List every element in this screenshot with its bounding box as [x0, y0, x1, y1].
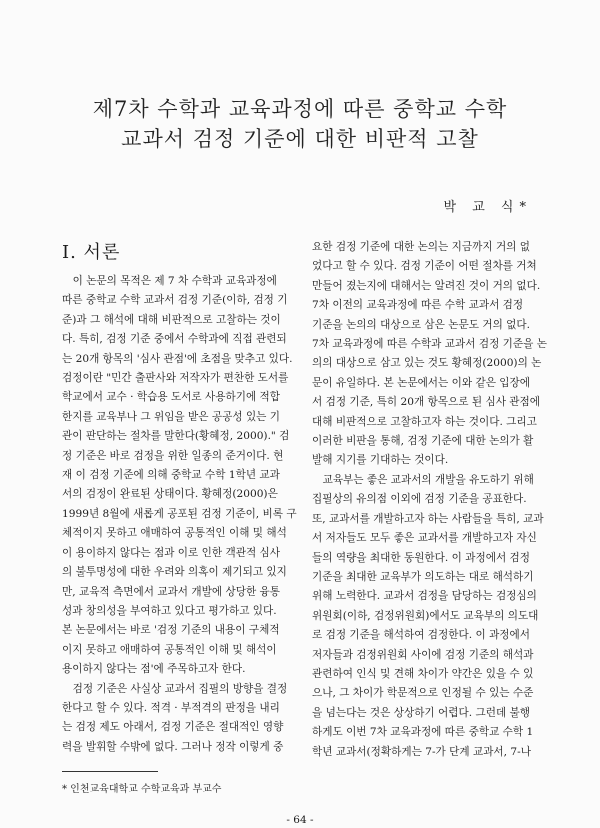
text-line: 들의 역량을 최대한 동원한다. 이 과정에서 검정	[312, 551, 531, 564]
text-line: 는 20개 항목의 '심사 관점'에 초점을 맞추고 있다.	[62, 352, 293, 365]
footnote: * 인천교육대학교 수학교육과 부교수	[62, 784, 222, 795]
text-line: 준)과 그 해석에 대해 비판적으로 고찰하는 것이	[62, 313, 281, 326]
text-line: 문이 유일하다. 본 논문에서는 이와 같은 입장에	[312, 376, 531, 389]
text-line: 이 논문의 목적은 제 7 차 수학과 교육과정에	[62, 275, 277, 287]
left-column-text	[62, 272, 298, 757]
text-line: 는 검정 제도 아래서, 검정 기준은 절대적인 영향	[62, 721, 284, 734]
text-line: 따른 중학교 수학 교과서 검정 기준(이하, 검정 기	[62, 294, 288, 307]
text-line: 만들어 졌는지에 대해서는 알려진 것이 거의 없다.	[312, 279, 541, 292]
text-line: 의 불투명성에 대한 우려와 의혹이 제기되고 있지	[62, 566, 287, 579]
text-line: 다. 특히, 검정 기준 중에서 수학과에 직접 관련되	[62, 333, 287, 346]
text-line: 체적이지 못하고 애매하여 공통적인 이해 및 해석	[62, 527, 287, 540]
right-column-text	[312, 238, 548, 762]
text-line: 위원회(이하, 검정위원회)에서도 교육부의 의도대	[312, 609, 539, 622]
text-line: 재 이 검정 기준에 의해 중학교 수학 1학년 교과	[62, 469, 280, 482]
text-line: 발해 지기를 기대하는 것이다.	[312, 454, 449, 467]
text-line: 정 기준은 바로 검정을 위한 일종의 준거이다. 현	[62, 449, 284, 462]
text-line: 성과 창의성을 부여하고 있다고 평가하고 있다.	[62, 604, 277, 617]
text-line: 본 논문에서는 바로 '검정 기준의 내용이 구체적	[62, 624, 280, 637]
text-line: 하게도 이번 7차 교육과정에 따른 중학교 수학 1	[312, 726, 534, 739]
text-line: 었다고 할 수 있다. 검정 기준이 어떤 절차를 거쳐	[312, 260, 537, 273]
text-line: 이지 못하고 애매하여 공통적인 이해 및 해석이	[62, 643, 277, 656]
text-line: 으나, 그 차이가 학문적으로 인정될 수 있는 수준	[312, 687, 534, 700]
author-name: 박 교 식*	[443, 200, 532, 215]
text-line: 을 넘는다는 것은 상상하기 어렵다. 그런데 불행	[312, 706, 531, 719]
text-line: 7차 이전의 교육과정에 따른 수학 교과서 검정	[312, 299, 524, 312]
text-line: 학년 교과서(정확하게는 7-가 단계 교과서, 7-나	[312, 745, 531, 758]
text-line: 기준을 논의의 대상으로 삼은 논문도 거의 없다.	[312, 318, 531, 331]
text-line: 력을 발휘할 수밖에 없다. 그러나 정작 이렇게 중	[62, 740, 284, 753]
text-line: 요한 검정 기준에 대한 논의는 지금까지 거의 없	[312, 241, 531, 253]
section-heading: I. 서론	[62, 242, 121, 263]
text-line: 용이하지 않다는 점'에 주목하고자 한다.	[62, 663, 246, 676]
text-line: 학교에서 교수 · 학습용 도서로 사용하기에 적합	[62, 391, 281, 404]
text-line: 대해 비판적으로 고찰하고자 하는 것이다. 그리고	[312, 415, 537, 428]
text-line: 저자들과 검정위원회 사이에 검정 기준의 해석과	[312, 648, 534, 661]
text-line: 서 저자들도 모두 좋은 교과서를 개발하고자 자신	[312, 532, 537, 545]
page-number: - 64 -	[286, 814, 314, 826]
text-line: 관련하여 인식 및 견해 차이가 약간은 있을 수 있	[312, 667, 534, 680]
text-line: 한다고 할 수 있다. 적격 · 부적격의 판정을 내리	[62, 701, 280, 714]
text-line: 로 검정 기준을 해석하여 검정한다. 이 과정에서	[312, 629, 531, 642]
text-line: 또, 교과서를 개발하고자 하는 사람들을 특히, 교과	[312, 512, 544, 525]
text-line: 만, 교육적 측면에서 교과서 개발에 상당한 융통	[62, 585, 281, 598]
text-line: 위해 노력한다. 교과서 검정을 담당하는 검정심의	[312, 590, 537, 603]
text-line: 교육부는 좋은 교과서의 개발을 유도하기 위해	[312, 473, 534, 486]
title-line-1: 제7차 수학과 교육과정에 따른 중학교 수학	[92, 97, 508, 121]
text-line: 검정이란 "민간 출판사와 저작자가 편찬한 도서를	[62, 372, 289, 385]
text-line: 1999년 8월에 새롭게 공포된 검정 기준이, 비록 구	[62, 507, 297, 520]
text-line: 이 용이하지 않다는 점과 이로 인한 객관적 심사	[62, 546, 281, 559]
text-line: 기준을 최대한 교육부가 의도하는 대로 해석하기	[312, 570, 534, 583]
text-line: 집필상의 유의점 이외에 검정 기준을 공표한다.	[312, 493, 527, 506]
text-line: 관이 판단하는 절차를 말한다(황혜정, 2000)." 검	[62, 430, 290, 443]
text-line: 7차 교육과정에 따른 수학과 교과서 검정 기준을 논	[312, 338, 547, 351]
text-line: 이러한 비판을 통해, 검정 기준에 대한 논의가 활	[312, 435, 534, 448]
title-line-2: 교과서 검정 기준에 대한 비판적 고찰	[121, 127, 479, 151]
text-line: 검정 기준은 사실상 교과서 집필의 방향을 결정	[62, 682, 288, 695]
text-line: 서 검정 기준, 특히 20개 항목으로 된 심사 관점에	[312, 396, 540, 409]
text-line: 한지를 교육부나 그 위임을 받은 공공성 있는 기	[62, 410, 281, 423]
footnote-rule	[62, 771, 158, 772]
text-line: 서의 검정이 완료된 상태이다. 황혜정(2000)은	[62, 488, 278, 501]
text-line: 의의 대상으로 삼고 있는 것도 황혜정(2000)의 논	[312, 357, 542, 370]
